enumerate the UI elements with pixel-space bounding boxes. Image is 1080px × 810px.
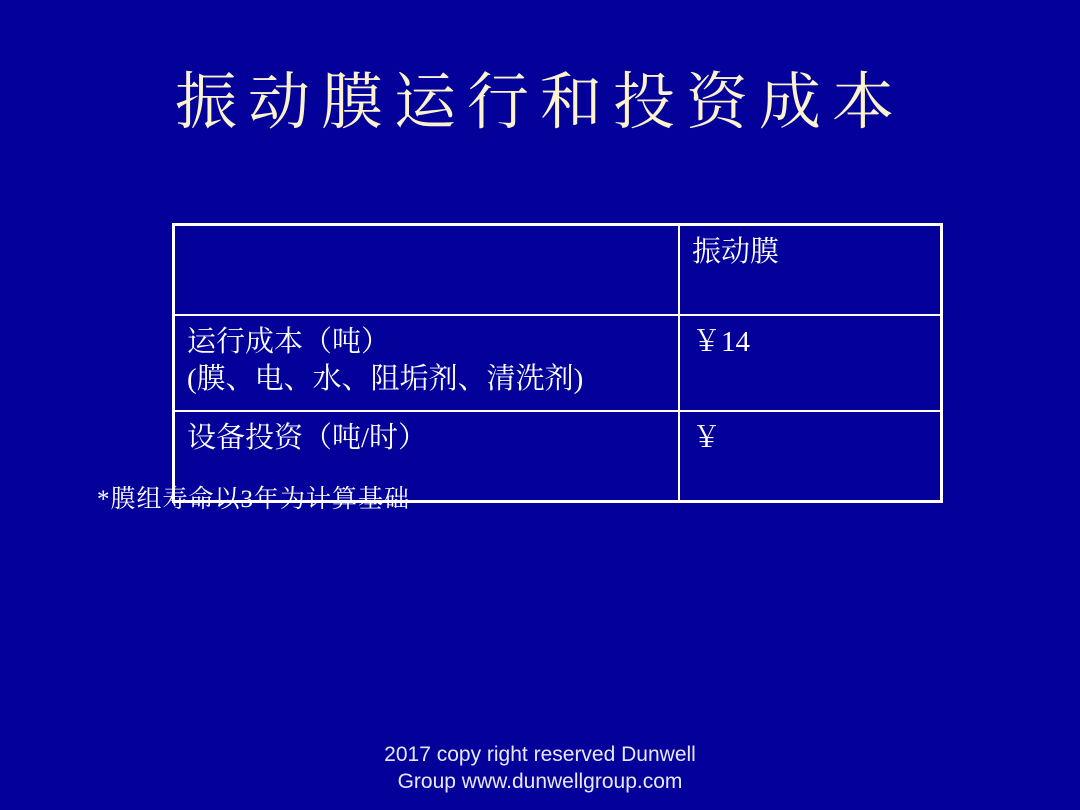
header-cell-membrane: 振动膜 [679, 225, 942, 316]
footer-line-1: 2017 copy right reserved Dunwell [384, 743, 696, 766]
footer-copyright [0, 741, 1080, 795]
cost-table [172, 223, 943, 503]
footnote: *膜组寿命以3年为计算基础 [97, 486, 411, 513]
table-header-row [174, 225, 942, 316]
page-title: 振动膜运行和投资成本 [174, 69, 905, 137]
footer-line-2: Group www.dunwellgroup.com [397, 770, 683, 793]
header-cell-empty [174, 225, 680, 316]
table-row [174, 315, 942, 411]
row-label-line2: (膜、电、水、阻垢剂、清洗剂) [187, 363, 584, 395]
row-label-line1: 运行成本（吨） [187, 326, 391, 358]
row-value-cell: ￥ [679, 411, 942, 502]
row-value-cell: ￥14 [679, 315, 942, 411]
row-label-line1: 设备投资（吨/时） [187, 422, 428, 454]
row-label-cell [174, 315, 680, 411]
